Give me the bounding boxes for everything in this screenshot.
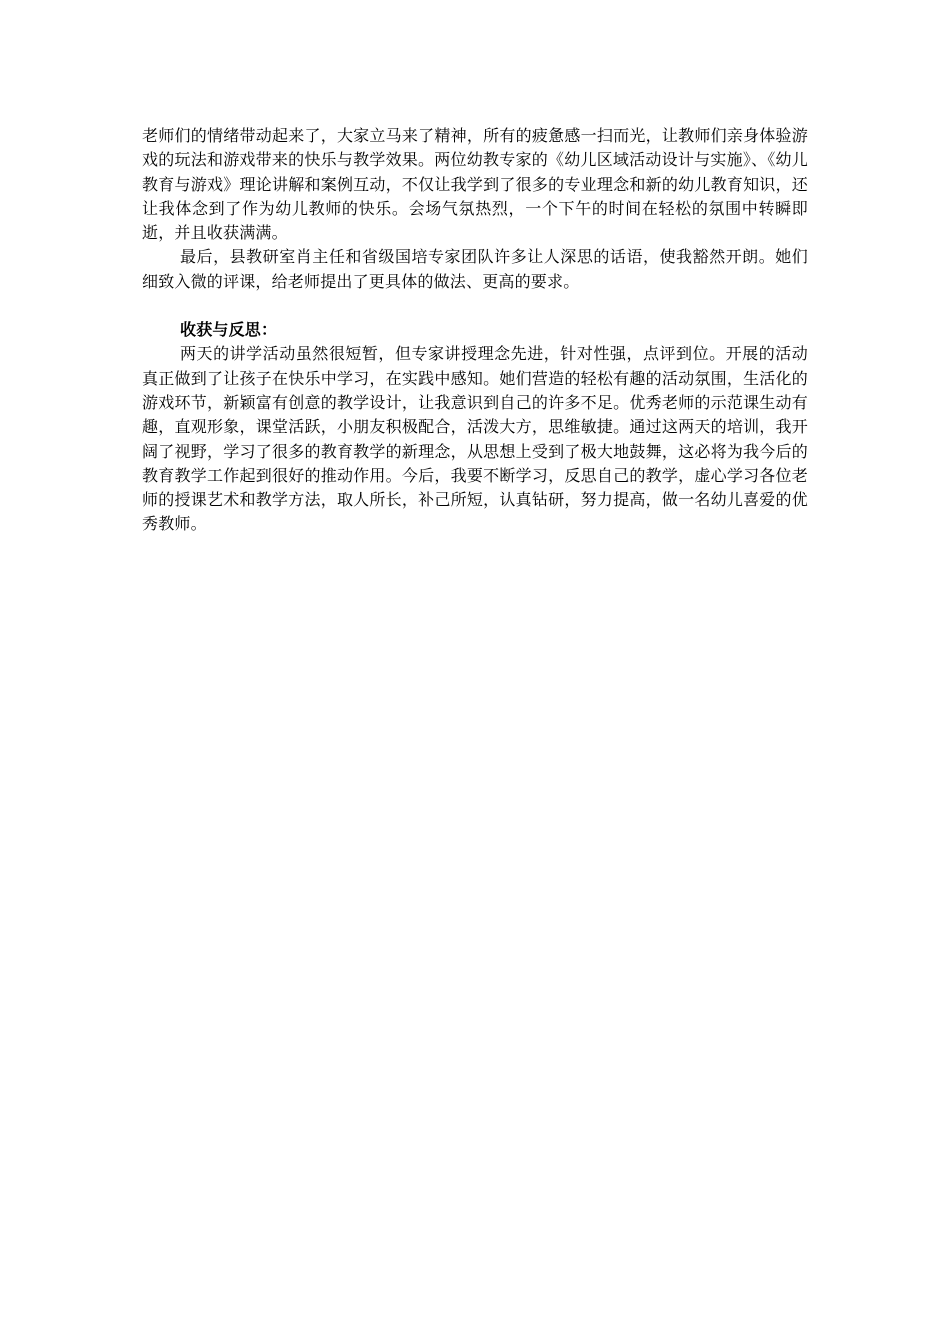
section-body-paragraph: 两天的讲学活动虽然很短暂，但专家讲授理念先进，针对性强，点评到位。开展的活动真正做到了让孩子在快乐中学习，在实践中感知。她们营造的轻松有趣的活动氛围，生活化的游戏环节，新颖富有创意的教学设计，让我意识到自己的许多不足。优秀老师的示范课生动有趣，直观形象，课堂活跃，小朋友积极配合，活泼大方，思维敏捷。通过这两天的培训，我开阔了视野，学习了很多的教育教学的新理念，从思想上受到了极大地鼓舞，这必将为我今后的教育教学工作起到很好的推动作用。今后，我要不断学习，反思自己的教学，虚心学习各位老师的授课艺术和教学方法，取人所长，补己所短，认真钻研，努力提高，做一名幼儿喜爱的优秀教师。 (142, 344, 808, 534)
document-page (142, 124, 808, 537)
paragraph-closing-remarks: 最后，县教研室肖主任和省级国培专家团队许多让人深思的话语，使我豁然开朗。她们细致入微的评课，给老师提出了更具体的做法、更高的要求。 (142, 247, 808, 291)
paragraph-continued: 老师们的情绪带动起来了，大家立马来了精神，所有的疲惫感一扫而光，让教师们亲身体验游戏的玩法和游戏带来的快乐与教学效果。两位幼教专家的《幼儿区域活动设计与实施》、《幼儿教育与游戏》理论讲解和案例互动，不仅让我学到了很多的专业理念和新的幼儿教育知识，还让我体念到了作为幼儿教师的快乐。会场气氛热烈，一个下午的时间在轻松的氛围中转瞬即逝，并且收获满满。 (142, 126, 808, 243)
section-heading: 收获与反思： (180, 320, 278, 340)
